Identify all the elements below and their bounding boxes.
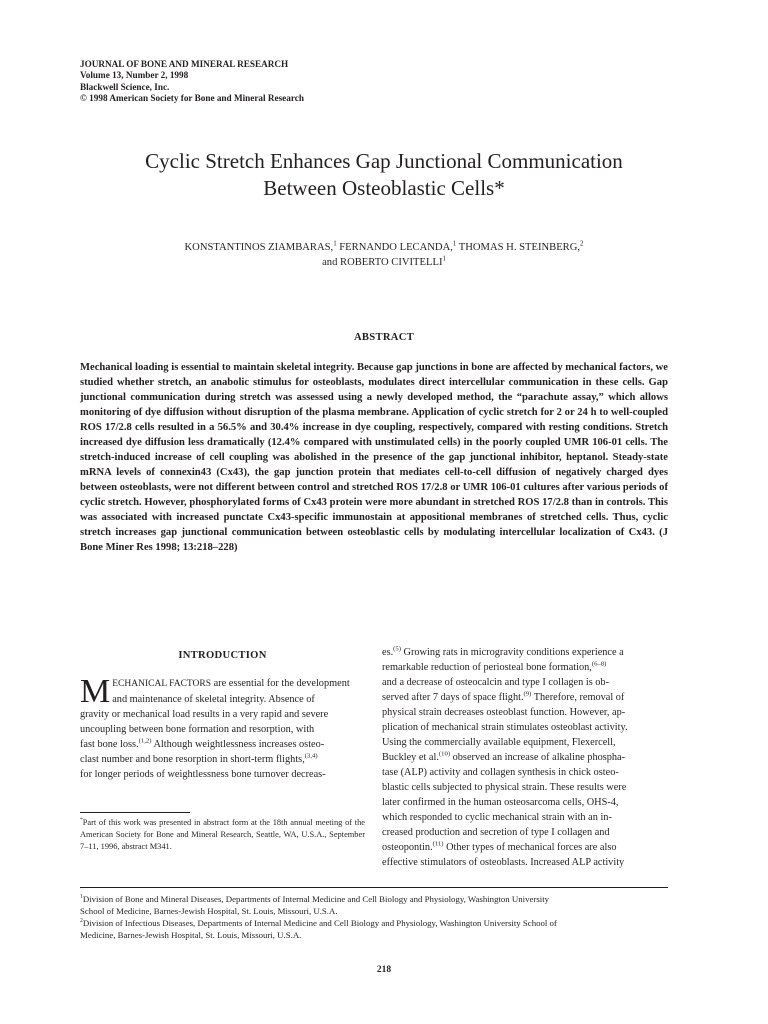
text-line: ECHANICAL FACTORS are essential for the development: [112, 678, 350, 689]
text-line: and maintenance of skeletal integrity. Absence of: [112, 694, 315, 705]
small-caps-text: ECHANICAL FACTORS: [112, 679, 212, 689]
affiliation-mark: 2: [80, 918, 83, 925]
affiliation-2-line-1: $^2$Division of Infectious Diseases, Departments of Internal Medicine and Cell Biology and Physiology, Washington University School of: [80, 918, 557, 928]
text-line: remarkable reduction of periosteal bone formation,$^{(6-8)}$: [382, 660, 607, 673]
drop-cap: M: [80, 673, 111, 710]
text-line: blastic cells subjected to physical strain. These results were: [382, 782, 627, 793]
text-line: fast bone loss.$^{(1,2)}$ Although weightlessness increases osteo-: [80, 737, 325, 750]
author-name: KONSTANTINOS ZIAMBARAS,: [184, 242, 334, 253]
text-line: Buckley et al.$^{(10)}$ observed an increase of alkaline phospha-: [382, 750, 626, 763]
text-line: clast number and bone resorption in short-term flights,$^{(3,4)}$: [80, 752, 318, 765]
citation: (10): [438, 750, 451, 758]
text-line: tase (ALP) activity and collagen synthesis in chick osteo-: [382, 767, 619, 778]
author-line-1: [0, 240, 768, 255]
citation: (9): [523, 690, 532, 698]
text-line: served after 7 days of space flight.$^{(9)}$ Therefore, removal of: [382, 690, 625, 703]
author-affiliation-mark: 2: [580, 240, 584, 248]
introduction-heading: INTRODUCTION: [178, 650, 267, 661]
text-line: and a decrease of osteocalcin and type I collagen is ob-: [382, 677, 610, 688]
affiliations: [80, 893, 670, 941]
author-line-2: [0, 255, 768, 270]
footnote-rule: [80, 812, 190, 813]
author-list: [0, 240, 768, 270]
affiliation-1-line-2: School of Medicine, Barnes-Jewish Hospital, St. Louis, Missouri, U.S.A.: [80, 906, 338, 916]
journal-name: JOURNAL OF BONE AND MINERAL RESEARCH: [80, 59, 289, 69]
footnote: [80, 812, 365, 853]
text-line: plication of mechanical strain stimulates osteoblast activity.: [382, 722, 628, 733]
text-line: effective stimulators of osteoblasts. Increased ALP activity: [382, 857, 625, 868]
author-affiliation-mark: 1: [333, 240, 337, 248]
text-line: which responded to cyclic mechanical strain with an in-: [382, 812, 612, 823]
citation: (1,2): [138, 737, 152, 745]
title-line-2: Between Osteoblastic Cells*: [263, 176, 505, 200]
text-line: creased production and secretion of type I collagen and: [382, 827, 610, 838]
text-line: gravity or mechanical load results in a very rapid and severe: [80, 709, 329, 720]
text-line: physical strain decreases osteoblast function. However, ap-: [382, 707, 626, 718]
text-line: osteopontin.$^{(11)}$ Other types of mechanical forces are also: [382, 840, 617, 853]
journal-volume: Volume 13, Number 2, 1998: [80, 70, 189, 81]
page-number: 218: [376, 965, 392, 975]
affiliation-2-line-2: Medicine, Barnes-Jewish Hospital, St. Louis, Missouri, U.S.A.: [80, 930, 302, 940]
author-name: THOMAS H. STEINBERG,: [458, 242, 581, 253]
right-column: [382, 645, 669, 870]
text-line: uncoupling between bone formation and resorption, with: [80, 724, 315, 735]
affiliation-mark: 1: [80, 894, 83, 901]
affiliation-rule: [80, 887, 668, 888]
journal-publisher: Blackwell Science, Inc.: [80, 81, 170, 92]
introduction-paragraph: [80, 673, 365, 782]
footnote-mark: *: [80, 817, 83, 824]
footnote-text: *Part of this work was presented in abstract form at the 18th annual meeting of the American Society for Bone and Mineral Research, Seattle, WA, U.S.A., September 7–11, 1996, abstract M341.: [80, 817, 365, 851]
author-affiliation-mark: 1: [442, 255, 446, 263]
text-line: for longer periods of weightlessness bone turnover decreas-: [80, 769, 326, 780]
citation: (5): [393, 645, 401, 653]
affiliation-1-line-1: $^1$Division of Bone and Mineral Diseases, Departments of Internal Medicine and Cell Biology and Physiology, Washington University: [80, 894, 550, 904]
author-affiliation-mark: 1: [452, 240, 457, 248]
journal-header: [80, 59, 304, 105]
abstract-heading: ABSTRACT: [353, 332, 415, 343]
text-line: later confirmed in the human osteosarcoma cells, OHS-4,: [382, 797, 619, 808]
citation: (6–8): [591, 660, 607, 668]
text-line: es.$^{(5)}$ Growing rats in microgravity conditions experience a: [382, 645, 624, 658]
journal-copyright: © 1998 American Society for Bone and Mineral Research: [80, 93, 304, 104]
title-line-1: Cyclic Stretch Enhances Gap Junctional Communication: [145, 149, 623, 173]
citation: (11): [432, 840, 444, 848]
article-title: [0, 148, 768, 202]
author-name: and ROBERTO CIVITELLI: [322, 257, 443, 268]
left-column: [80, 645, 365, 782]
abstract-text: Mechanical loading is essential to maintain skeletal integrity. Because gap junctions in bone are affected by mechanical factors, we studied whether stretch, an anabolic stimulus for osteoblasts, modulates direct intercellular communication in these cells. Gap junctional communication during stretch was assessed using a newly developed method, the “parachute assay,” which allows monitoring of dye diffusion without disruption of the plasma membrane. Application of cyclic stretch for 2 or 24 h to well-coupled ROS 17/2.8 cells resulted in a 56.5% and 30.4% increase in dye coupling, respectively, compared with resting conditions. Stretch increased dye diffusion less dramatically (12.4% compared with unstimulated cells) in the poorly coupled UMR 106-01 cells. The stretch-induced increase of cell coupling was abolished in the presence of the gap junctional inhibitor, heptanol. Steady-state mRNA levels of connexin43 (Cx43), the gap junction protein that mediates cell-to-cell diffusion of negatively charged dyes between osteoblasts, were not different between control and stretched ROS 17/2.8 or UMR 106-01 cultures after various periods of cyclic stretch. However, phosphorylated forms of Cx43 protein were more abundant in stretched ROS 17/2.8 than in controls. This was associated with increased punctate Cx43-specific immunostain at appositional membranes of stretched cells. Thus, cyclic stretch increases gap junctional communication between osteoblastic cells by modulating intercellular localization of Cx43. (J Bone Miner Res 1998; 13:218–228): [80, 362, 668, 553]
citation: (3,4): [304, 752, 318, 760]
author-name: FERNANDO LECANDA,: [339, 242, 453, 253]
text-line: Using the commercially available equipment, Flexercell,: [382, 737, 616, 748]
